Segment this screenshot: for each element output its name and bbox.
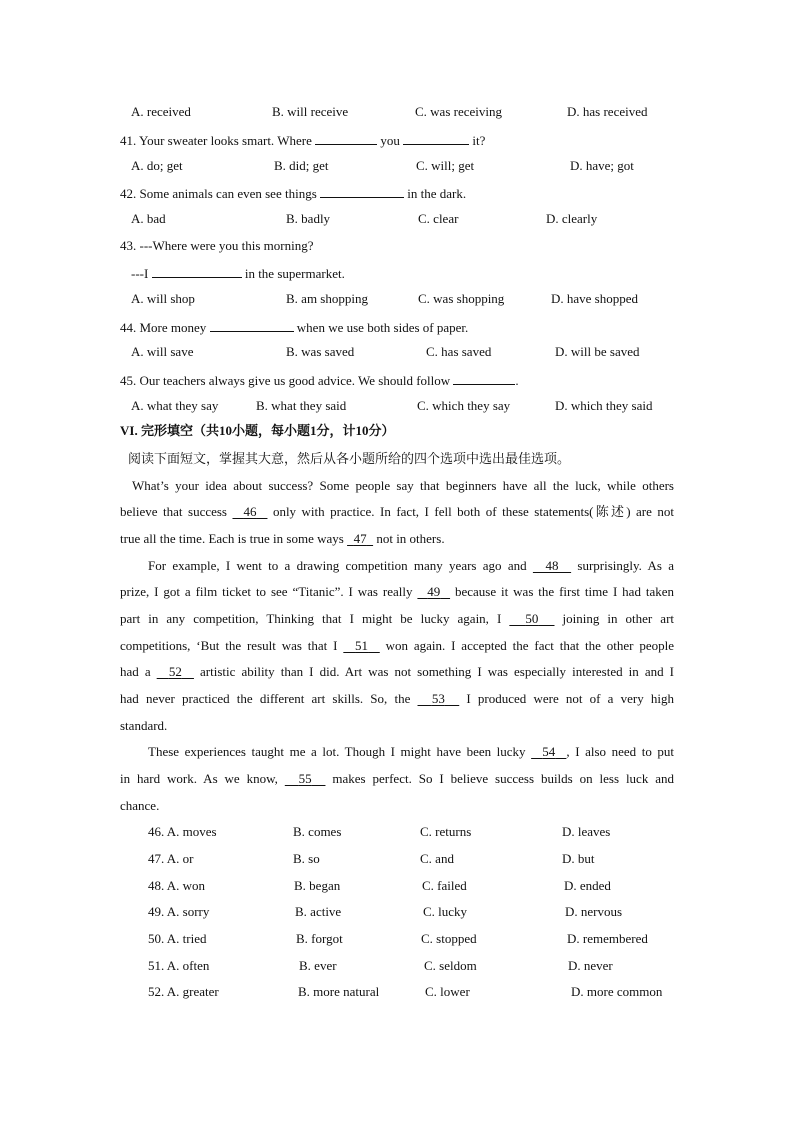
q49-option-d[interactable]: D. nervous	[565, 904, 623, 919]
q43-blank[interactable]	[152, 264, 242, 278]
q52-option-a[interactable]: 52. A. greater	[148, 984, 219, 999]
blank-51[interactable]	[343, 638, 379, 653]
q45-option-c[interactable]: C. which they say	[417, 398, 511, 413]
q52-option-c[interactable]: C. lower	[425, 984, 470, 999]
q41-option-a[interactable]: A. do; get	[131, 158, 183, 173]
passage-line: standard.	[120, 718, 168, 733]
passage-line: chance.	[120, 798, 160, 813]
q42-text-b: in the dark.	[404, 186, 467, 201]
passage-text: in hard work. As we know,	[120, 771, 285, 786]
passage-text: competitions, ‘But the result was that I	[120, 638, 344, 653]
blank-number: 49	[427, 584, 441, 599]
q48-option-d[interactable]: D. ended	[564, 878, 611, 893]
blank-number: 46	[243, 504, 257, 519]
q40-option-c[interactable]: C. was receiving	[415, 104, 503, 119]
passage-text: true all the time. Each is true in some ways	[120, 531, 348, 546]
q45-stem	[120, 371, 519, 389]
passage-line	[148, 558, 674, 574]
blank-50[interactable]	[509, 611, 554, 626]
passage-text: had never practiced the different art skills. So, the	[120, 691, 418, 706]
blank-number: 55	[298, 771, 312, 786]
q41-text-c: it?	[469, 133, 486, 148]
q41-stem	[120, 131, 485, 149]
q47-option-a[interactable]: 47. A. or	[148, 851, 194, 866]
q42-text-a: 42. Some animals can even see things	[120, 186, 321, 201]
q43-option-d[interactable]: D. have shopped	[551, 291, 639, 306]
passage-line	[120, 504, 674, 520]
q50-option-a[interactable]: 50. A. tried	[148, 931, 207, 946]
section-title: VI. 完形填空（共10小题，每小题1分，计10分）	[120, 423, 395, 438]
blank-number: 51	[355, 638, 369, 653]
q42-option-a[interactable]: A. bad	[131, 211, 166, 226]
q51-option-c[interactable]: C. seldom	[424, 958, 477, 973]
blank-55[interactable]	[285, 771, 326, 786]
q47-option-d[interactable]: D. but	[562, 851, 595, 866]
passage-line	[120, 691, 674, 707]
q44-option-c[interactable]: C. has saved	[426, 344, 492, 359]
q43-option-b[interactable]: B. am shopping	[286, 291, 368, 306]
passage-text: These experiences taught me a lot. Though I might have been lucky	[148, 744, 532, 759]
q46-option-b[interactable]: B. comes	[293, 824, 342, 839]
q52-option-d[interactable]: D. more common	[571, 984, 663, 999]
q43-text-b: ---I	[131, 266, 152, 281]
q51-option-a[interactable]: 51. A. often	[148, 958, 210, 973]
q50-option-d[interactable]: D. remembered	[567, 931, 648, 946]
q45-text-b: .	[515, 373, 519, 388]
q43-option-c[interactable]: C. was shopping	[418, 291, 505, 306]
blank-47[interactable]	[347, 531, 373, 546]
blank-49[interactable]	[417, 584, 450, 599]
q52-option-b[interactable]: B. more natural	[298, 984, 380, 999]
q51-option-b[interactable]: B. ever	[299, 958, 337, 973]
blank-number: 53	[431, 691, 445, 706]
passage-text: I produced were not of a very high	[459, 691, 675, 706]
q48-option-b[interactable]: B. began	[294, 878, 341, 893]
q44-text-b: when we use both sides of paper.	[293, 320, 469, 335]
q50-option-b[interactable]: B. forgot	[296, 931, 343, 946]
q42-option-b[interactable]: B. badly	[286, 211, 331, 226]
blank-number: 50	[525, 611, 539, 626]
q41-option-d[interactable]: D. have; got	[570, 158, 634, 173]
q44-stem	[120, 318, 468, 336]
passage-text: artistic ability than I did. Art was not something I was especially interested in and I	[193, 664, 675, 679]
q49-option-c[interactable]: C. lucky	[423, 904, 468, 919]
passage-line	[148, 744, 674, 760]
q47-option-c[interactable]: C. and	[420, 851, 454, 866]
passage-line	[120, 638, 674, 654]
q42-blank[interactable]	[320, 184, 404, 198]
passage-text: joining in other art	[554, 611, 675, 626]
blank-number: 52	[168, 664, 182, 679]
blank-46[interactable]	[232, 504, 267, 519]
passage-text: For example, I went to a drawing competition many years ago and	[148, 558, 533, 573]
q49-option-a[interactable]: 49. A. sorry	[148, 904, 210, 919]
q44-option-d[interactable]: D. will be saved	[555, 344, 640, 359]
blank-53[interactable]	[418, 691, 460, 706]
q41-option-c[interactable]: C. will; get	[416, 158, 475, 173]
q47-option-b[interactable]: B. so	[293, 851, 320, 866]
q49-option-b[interactable]: B. active	[295, 904, 342, 919]
q41-blank-2[interactable]	[403, 131, 469, 145]
passage-line	[120, 531, 445, 547]
passage-text: , I also need to put	[566, 744, 675, 759]
passage-text: makes perfect. So I believe success builds on less luck and	[325, 771, 675, 786]
q41-option-b[interactable]: B. did; get	[274, 158, 329, 173]
q40-option-a[interactable]: A. received	[131, 104, 191, 119]
q45-option-a[interactable]: A. what they say	[131, 398, 219, 413]
q43-question: 43. ---Where were you this morning?	[120, 238, 314, 253]
q50-option-c[interactable]: C. stopped	[421, 931, 477, 946]
q45-option-b[interactable]: B. what they said	[256, 398, 347, 413]
passage-line	[120, 611, 674, 627]
q43-option-a[interactable]: A. will shop	[131, 291, 195, 306]
q41-text-a: 41. Your sweater looks smart. Where	[120, 133, 316, 148]
q45-option-d[interactable]: D. which they said	[555, 398, 653, 413]
blank-number: 48	[545, 558, 559, 573]
q51-option-d[interactable]: D. never	[568, 958, 613, 973]
q48-option-c[interactable]: C. failed	[422, 878, 467, 893]
passage-text: because it was the first time I had taken	[450, 584, 675, 599]
section-instruction: 阅读下面短文，掌握其大意，然后从各小题所给的四个选项中选出最佳选项。	[128, 451, 571, 466]
q40-option-b[interactable]: B. will receive	[272, 104, 349, 119]
q46-option-c[interactable]: C. returns	[420, 824, 472, 839]
blank-number: 47	[353, 531, 367, 546]
q42-stem	[120, 184, 466, 202]
q43-text-c: in the supermarket.	[241, 266, 345, 281]
passage-line	[120, 771, 674, 787]
passage-text: only with practice. In fact, I fell both of these statements(陈述) are not	[267, 504, 675, 519]
passage-line: What’s your idea about success? Some people say that beginners have all the luck, while others	[132, 478, 674, 493]
q44-blank[interactable]	[210, 318, 294, 332]
q42-option-d[interactable]: D. clearly	[546, 211, 598, 226]
passage-text: not in others.	[373, 531, 445, 546]
passage-line	[120, 584, 674, 600]
passage-text: won again. I accepted the fact that the other people	[379, 638, 675, 653]
q43-answer-line	[131, 264, 345, 282]
q46-option-d[interactable]: D. leaves	[562, 824, 611, 839]
blank-52[interactable]	[157, 664, 194, 679]
q41-text-b: you	[377, 133, 404, 148]
q44-option-b[interactable]: B. was saved	[286, 344, 355, 359]
passage-text: believe that success	[120, 504, 233, 519]
blank-48[interactable]	[533, 558, 571, 573]
passage-line	[120, 664, 674, 680]
blank-number: 54	[542, 744, 556, 759]
passage-text: had a	[120, 664, 157, 679]
passage-text: surprisingly. As a	[571, 558, 674, 573]
passage-text: part in any competition, Thinking that I might be lucky again, I	[120, 611, 510, 626]
q46-option-a[interactable]: 46. A. moves	[148, 824, 217, 839]
q45-text-a: 45. Our teachers always give us good advice. We should follow	[120, 373, 454, 388]
q48-option-a[interactable]: 48. A. won	[148, 878, 206, 893]
q41-blank-1[interactable]	[315, 131, 377, 145]
blank-54[interactable]	[531, 744, 566, 759]
passage-text: prize, I got a film ticket to see “Titanic”. I was really	[120, 584, 418, 599]
q42-option-c[interactable]: C. clear	[418, 211, 459, 226]
q45-blank[interactable]	[453, 371, 515, 385]
q44-option-a[interactable]: A. will save	[131, 344, 194, 359]
q40-option-d[interactable]: D. has received	[567, 104, 648, 119]
q44-text-a: 44. More money	[120, 320, 210, 335]
